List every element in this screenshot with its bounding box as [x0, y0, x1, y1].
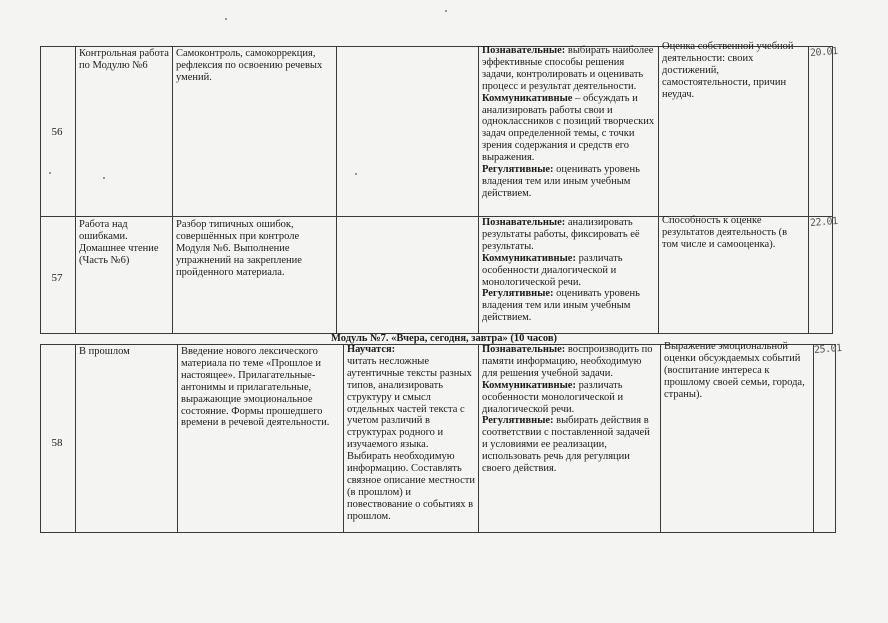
scan-speck — [225, 18, 227, 20]
lesson-topic: В прошлом — [79, 346, 130, 357]
uud-communicative: Коммуникативные: различать особенности диалогической и монологической речи. — [482, 252, 623, 288]
lesson-number: 56 — [51, 126, 63, 138]
lesson-activity: Самоконтроль, самокоррекция, рефлексия по освоению речевых умений. — [176, 48, 323, 83]
lesson-date: 25.01 — [813, 343, 842, 356]
scan-speck — [445, 10, 447, 12]
uud-regulative: Регулятивные: выбирать действия в соответствии с поставленной задачей и условиями ее реализации, использовать речь для регуляции своего действия. — [482, 415, 650, 475]
subject-results-title: Научатся: — [347, 344, 396, 355]
uud-cognitive: Познавательные: выбирать наиболее эффективные способы решения задачи, контролировать и оценивать процесс и результат деятельности. — [482, 45, 654, 92]
lesson-activity: Введение нового лексического материала по теме «Прошлое и настоящее». Прилагательные-антонимы и прилагательные, выражающие эмоциональное состояние. Формы прошедшего времени в речевой деятельности. — [181, 346, 330, 429]
lesson-topic: Контрольная работа по Модулю №6 — [79, 48, 169, 71]
uud-communicative: Коммуникативные – обсуждать и анализировать работы свои и одноклассников с позиций творческих задач определенной темы, с точки зрения содержания и средств его выражения. — [482, 92, 655, 164]
uud-results — [478, 216, 658, 333]
lesson-topic: Работа над ошибками. Домашнее чтение (Часть №6) — [79, 219, 159, 266]
personal-results: Оценка собственной учебной деятельности: своих достижений, самостоятельности, причин неудач. — [662, 41, 794, 100]
lesson-number: 58 — [51, 437, 63, 449]
scan-speck — [355, 173, 357, 175]
lesson-activity: Разбор типичных ошибок, совершённых при контроле Модуля №6. Выполнение упражнений на закрепление пройденного материала. — [176, 219, 302, 278]
uud-communicative: Коммуникативные: различать особенности монологической и диалогической речи. — [482, 379, 624, 415]
uud-regulative: Регулятивные: оценивать уровень владения тем или иным учебным действием. — [482, 288, 640, 324]
uud-regulative: Регулятивные: оценивать уровень владения тем или иным учебным действием. — [482, 164, 640, 199]
lesson-date: 20.01 — [809, 46, 838, 59]
uud-cognitive: Познавательные: анализировать результаты работы, фиксировать её результаты. — [482, 217, 640, 252]
personal-results: Выражение эмоциональной оценки обсуждаемых событий (воспитание интереса к прошлому своей семьи, города, страны). — [664, 341, 805, 400]
subject-results — [336, 47, 478, 107]
scan-speck — [49, 172, 51, 174]
lesson-date: 22.01 — [809, 216, 838, 229]
uud-results — [478, 44, 658, 217]
subject-results-text: читать несложные аутентичные тексты разных типов, анализировать структуру и смысл отдельных частей текста с учетом различий в структурах родного и изучаемого языка. Выбирать необходимую информацию. Составлять связное описание местности (в прошлом) и повествование о событиях в прошлом. — [347, 355, 476, 522]
lesson-number: 57 — [51, 272, 63, 284]
subject-results — [336, 218, 478, 298]
uud-results — [478, 343, 660, 503]
module-title: Модуль №7. «Вчера, сегодня, завтра» (10 часов) — [331, 333, 557, 344]
personal-results: Способность к оценке результатов деятельность (в том числе и самооценка). — [662, 215, 788, 250]
subject-results — [343, 343, 478, 533]
scan-speck — [103, 177, 105, 179]
uud-cognitive: Познавательные: воспроизводить по памяти информацию, необходимую для решения учебной задачи. — [482, 344, 653, 379]
